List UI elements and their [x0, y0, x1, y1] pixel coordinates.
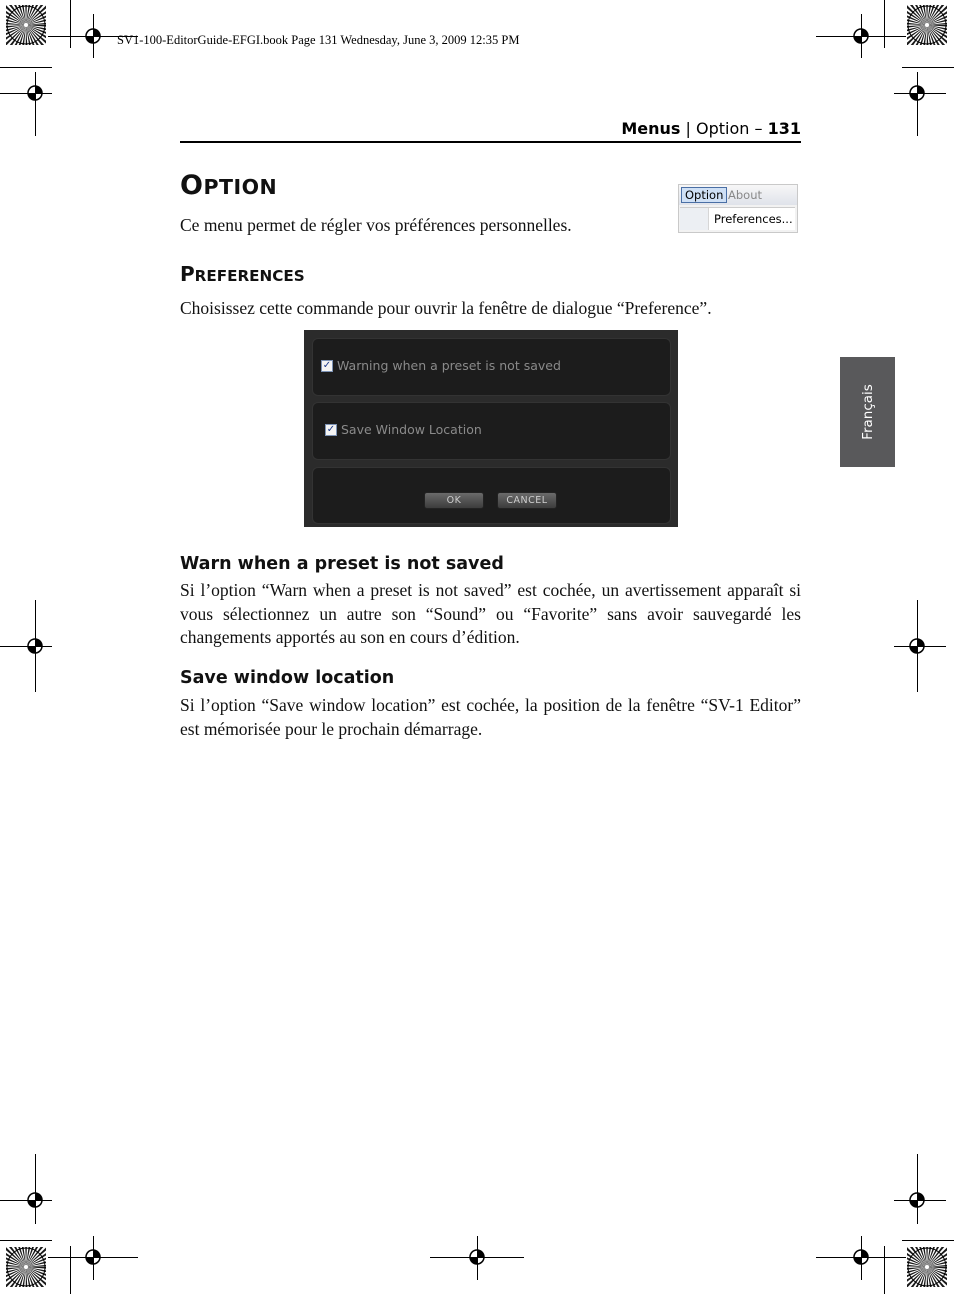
running-head-separator: | [685, 119, 691, 138]
warning-option-label: Warning when a preset is not saved [337, 358, 561, 373]
intro-text: Ce menu permet de régler vos préférences personnelles. [180, 215, 572, 235]
title-initial: O [180, 170, 204, 201]
dialog-panel-location [312, 402, 671, 460]
registration-mark-icon [26, 637, 44, 655]
starburst-mark-icon [907, 1247, 947, 1287]
starburst-mark-icon [6, 1247, 46, 1287]
warn-heading: Warn when a preset is not saved [180, 554, 504, 574]
menu-about[interactable]: About [728, 188, 763, 202]
cancel-button[interactable]: CANCEL [497, 492, 557, 509]
menu-gutter [680, 208, 709, 230]
location-option-label: Save Window Location [341, 422, 482, 437]
print-info-line: SV1-100-EditorGuide-EFGI.book Page 131 Wednesday, June 3, 2009 12:35 PM [117, 33, 520, 47]
page-number: 131 [767, 119, 801, 138]
registration-mark-icon [84, 1248, 102, 1266]
language-side-tab [840, 357, 895, 467]
menu-screenshot [678, 184, 798, 233]
dialog-panel-warning [312, 338, 671, 396]
save-heading: Save window location [180, 668, 395, 688]
menu-option[interactable]: Option [681, 187, 727, 203]
running-head-section: Menus [621, 119, 681, 138]
registration-mark-icon [908, 1191, 926, 1209]
registration-mark-icon [84, 27, 102, 45]
preference-dialog-screenshot [304, 330, 678, 527]
registration-mark-icon [468, 1248, 486, 1266]
side-tab-label: Français [859, 384, 876, 440]
running-head-subsection: Option [696, 119, 750, 138]
registration-mark-icon [908, 637, 926, 655]
menu-bar [679, 185, 797, 205]
page-title [180, 170, 277, 201]
ok-button[interactable]: OK [424, 492, 484, 509]
preferences-text: Choisissez cette commande pour ouvrir la fenêtre de dialogue “Preference”. [180, 298, 712, 318]
menu-item-preferences[interactable] [680, 207, 795, 230]
registration-mark-icon [852, 27, 870, 45]
heading-initial: P [180, 262, 195, 286]
starburst-mark-icon [6, 5, 46, 45]
running-head [621, 119, 801, 138]
registration-mark-icon [26, 1191, 44, 1209]
warn-text: Si l’option “Warn when a preset is not saved” est cochée, un avertissement apparaît si vous sélectionnez un autre son “Sound” ou “Favorite” sans avoir sauvegardé les changements apportés au son en cours d’édition. [180, 580, 801, 647]
checkbox-checked-icon[interactable]: ✓ [326, 424, 336, 435]
dialog-panel-buttons [312, 467, 671, 524]
registration-mark-icon [852, 1248, 870, 1266]
registration-mark-icon [26, 84, 44, 102]
title-rest: PTION [203, 175, 278, 199]
section-heading-preferences [180, 262, 305, 286]
heading-rest: REFERENCES [194, 267, 305, 285]
menu-item-label: Preferences... [714, 212, 793, 226]
running-head-dash: – [754, 119, 763, 138]
registration-mark-icon [908, 84, 926, 102]
save-text: Si l’option “Save window location” est cochée, la position de la fenêtre “SV-1 Editor” est mémorisée pour le prochain démarrage. [180, 695, 801, 739]
starburst-mark-icon [907, 5, 947, 45]
checkbox-checked-icon[interactable]: ✓ [322, 360, 332, 371]
header-rule [180, 141, 801, 143]
